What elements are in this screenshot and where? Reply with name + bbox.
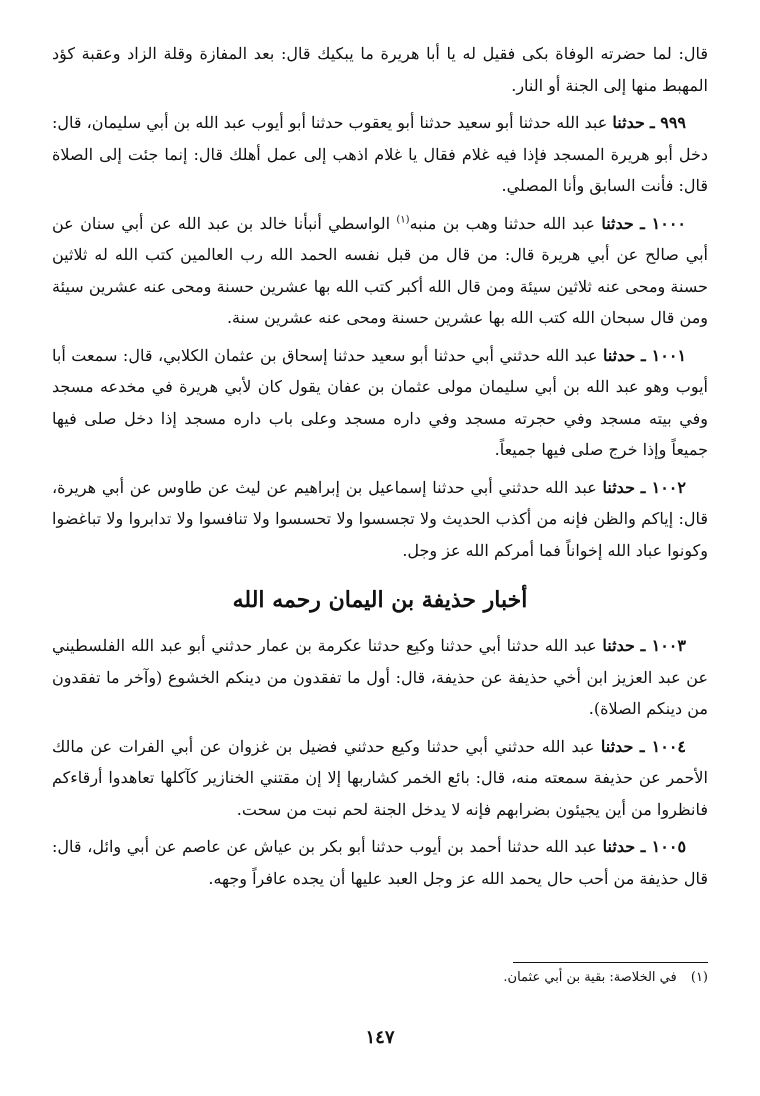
footnote-divider bbox=[513, 962, 708, 963]
footnote-reference: (١) bbox=[396, 214, 410, 226]
paragraph-text: قال: لما حضرته الوفاة بكى فقيل له يا أبا هريرة ما يبكيك قال: بعد المفازة وقلة الزاد وعقبة كؤد المهبط منها إلى الجنة أو النار. bbox=[52, 44, 708, 95]
section-title: أخبار حذيفة بن اليمان رحمه الله bbox=[232, 587, 528, 613]
hadith-keyword: حدثنا bbox=[602, 636, 635, 655]
hadith-1004 bbox=[52, 731, 708, 826]
hadith-1000 bbox=[52, 208, 708, 334]
hadith-text-continued: الواسطي أنبأنا خالد بن عبد الله عن أبي سنان عن أبي صالح عن أبي هريرة قال: من قال من قبل نفسه الحمد الله رب العالمين كتب الله له ثلاثين حسنة ومحى عنه ثلاثين سيئة ومن قال الله أكبر كتب الله بها عشرين حسنة ومحى عنه عشرين سيئة ومن قال سبحان الله كتب الله بها عشرين حسنة ومحى عنه عشرين سنة. bbox=[52, 213, 708, 327]
hadith-number: ١٠٠٤ ـ bbox=[639, 736, 687, 756]
hadith-1003 bbox=[52, 630, 708, 725]
footnote bbox=[52, 967, 708, 989]
hadith-1002 bbox=[52, 472, 708, 567]
hadith-text: عبد الله حدثني أبي حدثنا وكيع حدثني فضيل بن غزوان عن أبي الفرات عن مالك الأحمر عن حذيفة سمعته منه، قال: بائع الخمر كشاربها إلا إن مقتني الخنازير كآكلها تعاهدوا أرقاءكم فانظروا من أين يجيئون بضرابهم فإنه لا يدخل الجنة لحم نبت من سحت. bbox=[52, 736, 708, 819]
hadith-number: ١٠٠٠ ـ bbox=[640, 213, 686, 233]
hadith-keyword: حدثنا bbox=[602, 837, 636, 856]
main-text bbox=[52, 38, 708, 900]
hadith-text: عبد الله حدثنا أحمد بن أيوب حدثنا أبو بكر بن عياش عن عاصم عن أبي وائل، قال: قال حذيفة من أحب حال يحمد الله عز وجل العبد عليها أن يجده عافراً وجهه. bbox=[52, 837, 708, 888]
hadith-keyword: حدثنا bbox=[612, 113, 645, 132]
page-number: ١٤٧ bbox=[365, 1027, 395, 1048]
hadith-number: ١٠٠١ ـ bbox=[640, 345, 687, 365]
hadith-number: ١٠٠٢ ـ bbox=[640, 477, 686, 497]
hadith-text: عبد الله حدثنا أبي حدثنا وكيع حدثنا عكرمة بن عمار حدثني أبو عبد الله الفلسطيني عن عبد العزيز ابن أخي حذيفة عن حذيفة، قال: أول ما تفقدون من دينكم الخشوع (وآخر ما تفقدون من دينكم الصلاة). bbox=[52, 636, 708, 718]
hadith-text: عبد الله حدثنا أبو سعيد حدثنا أبو يعقوب حدثنا أبو أيوب عبد الله بن أبي سليمان، قال: دخل أبو هريرة المسجد فإذا فيه غلام فقال يا غلام اذهب إلى عمل أهلك قال: إنما جئت إلى الصلاة قال: فأنت السابق وأنا المصلي. bbox=[52, 113, 708, 195]
hadith-999 bbox=[52, 107, 708, 202]
footnote-mark: (١) bbox=[690, 970, 708, 985]
hadith-keyword: حدثنا bbox=[602, 477, 635, 497]
hadith-keyword: حدثنا bbox=[600, 736, 634, 756]
hadith-text: عبد الله حدثنا وهب بن منبه bbox=[409, 213, 595, 233]
hadith-keyword: حدثنا bbox=[602, 345, 636, 365]
hadith-1005 bbox=[52, 831, 708, 894]
hadith-number: ١٠٠٣ ـ bbox=[640, 636, 686, 655]
hadith-text: عبد الله حدثني أبي حدثنا أبو سعيد حدثنا إسحاق بن عثمان الكلابي، قال: سمعت أبا أيوب وهو عبد الله بن أبي سليمان مولى عثمان بن عفان يقول كان لأبي هريرة في مخدعه مسجد وفي بيته مسجد وفي حجرته مسجد وفي داره مسجد وعلى باب داره مسجد إذا دخل صلى فيها جميعاً وإذا خرج صلى فيها جميعاً. bbox=[52, 345, 708, 459]
hadith-text: عبد الله حدثني أبي حدثنا إسماعيل بن إبراهيم عن ليث عن طاوس عن أبي هريرة، قال: إياكم والظن فإنه من أكذب الحديث ولا تجسسوا ولا تحسسوا ولا تنافسوا ولا تدابروا ولا تباغضوا وكونوا عباد الله إخواناً فما أمركم الله عز وجل. bbox=[52, 477, 708, 560]
hadith-number: ٩٩٩ ـ bbox=[649, 113, 686, 132]
hadith-number: ١٠٠٥ ـ bbox=[640, 837, 687, 856]
hadith-keyword: حدثنا bbox=[601, 213, 634, 233]
paragraph-continuation bbox=[52, 38, 708, 101]
footnote-text: في الخلاصة: بقية بن أبي عثمان. bbox=[503, 970, 677, 985]
hadith-1001 bbox=[52, 340, 708, 466]
